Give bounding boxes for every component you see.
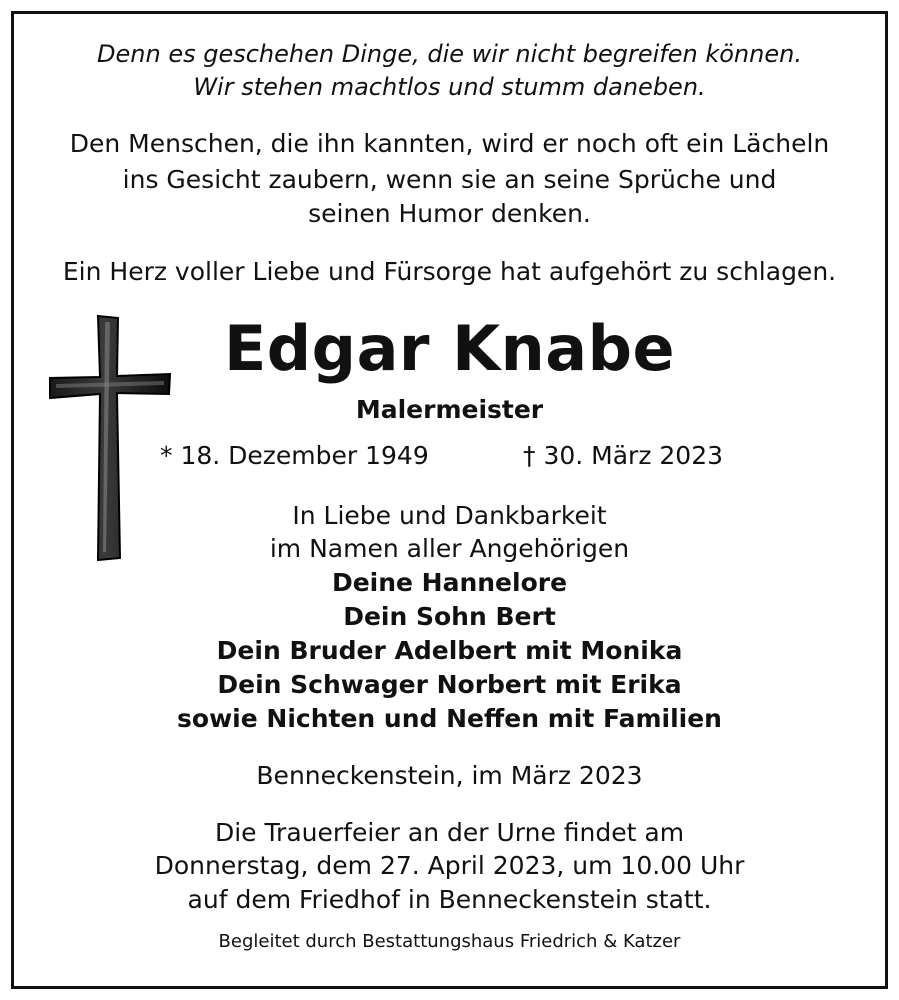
heart-line: Ein Herz voller Liebe und Fürsorge hat aufgehört zu schlagen. (62, 257, 837, 286)
mourners-intro-2: im Namen aller Angehörigen (269, 534, 630, 563)
death-date: † 30. März 2023 (523, 441, 724, 470)
tribute-line-1: Den Menschen, die ihn kannten, wird er noch oft ein Lächeln (69, 129, 830, 158)
ceremony-line-3: auf dem Friedhof in Benneckenstein statt. (187, 885, 712, 914)
quote-line-1: Denn es geschehen Dinge, die wir nicht begreifen können. (97, 40, 802, 68)
quote-line-2: Wir stehen machtlos und stumm daneben. (193, 73, 706, 101)
tribute-line-2: ins Gesicht zaubern, wenn sie an seine Sprüche und (122, 165, 777, 194)
ceremony-line-1: Die Trauerfeier an der Urne findet am (214, 818, 685, 847)
deceased-profession: Malermeister (355, 395, 544, 424)
birth-date: * 18. Dezember 1949 (160, 441, 429, 470)
tribute-line-3: seinen Humor denken. (308, 199, 591, 228)
mourner-name: sowie Nichten und Neffen mit Familien (177, 704, 722, 733)
deceased-name: Edgar Knabe (223, 312, 676, 385)
mourner-name: Dein Sohn Bert (343, 602, 556, 631)
mourner-name: Dein Schwager Norbert mit Erika (217, 670, 682, 699)
mourners-intro-1: In Liebe und Dankbarkeit (292, 501, 607, 530)
funeral-home-credit: Begleitet durch Bestattungshaus Friedrich & Katzer (218, 931, 681, 952)
place-date: Benneckenstein, im März 2023 (256, 761, 643, 790)
mourner-name: Deine Hannelore (331, 568, 568, 597)
ceremony-line-2: Donnerstag, dem 27. April 2023, um 10.00 Uhr (154, 851, 745, 880)
mourner-name: Dein Bruder Adelbert mit Monika (216, 636, 683, 665)
